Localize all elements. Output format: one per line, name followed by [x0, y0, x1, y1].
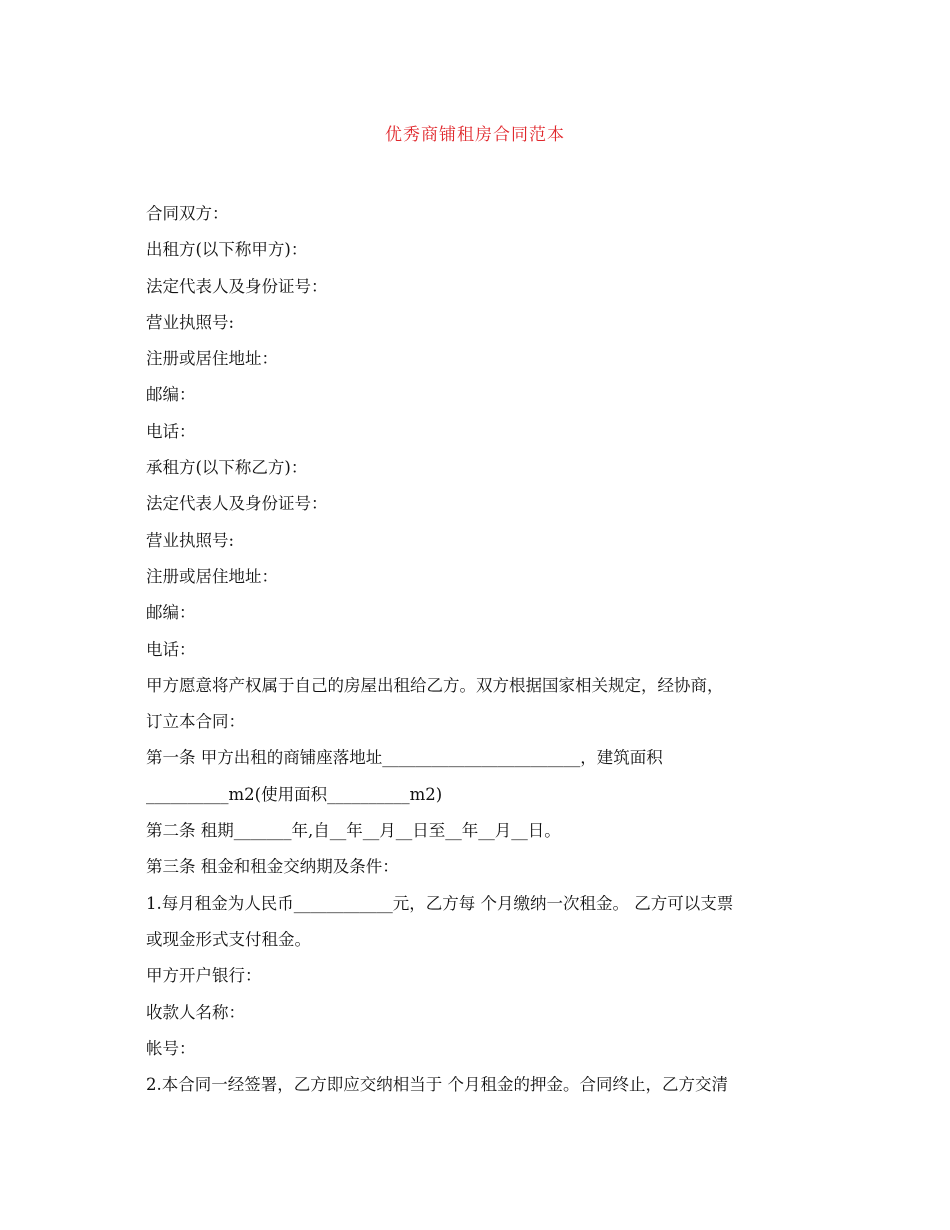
text-line: 法定代表人及身份证号：	[146, 276, 328, 296]
text-line: 订立本合同：	[146, 712, 245, 732]
text-line: 第三条 租金和租金交纳期及条件：	[146, 857, 399, 877]
text-line: 甲方愿意将产权属于自己的房屋出租给乙方。双方根据国家相关规定，经协商，	[146, 675, 724, 695]
document-title: 优秀商铺租房合同范本	[385, 125, 565, 145]
document-body	[146, 196, 816, 1103]
text-line: 注册或居住地址：	[146, 349, 278, 369]
text-line: 第一条 甲方出租的商铺座落地址________________________，建筑面积	[146, 748, 663, 768]
text-line: 合同双方：	[146, 204, 229, 223]
text-line: 营业执照号:	[146, 312, 235, 332]
text-line: __________m2(使用面积__________m2)	[146, 784, 443, 804]
text-line: 承租方(以下称乙方)：	[146, 458, 308, 478]
text-line: 或现金形式支付租金。	[146, 929, 311, 949]
text-line: 出租方(以下称甲方)：	[146, 240, 308, 260]
text-line: 电话：	[146, 421, 196, 441]
text-line: 甲方开户银行：	[146, 966, 262, 986]
text-line: 1.每月租金为人民币____________元，乙方每 个月缴纳一次租金。 乙方可以支票	[146, 893, 734, 913]
text-line: 帐号：	[146, 1038, 196, 1058]
text-line: 收款人名称：	[146, 1002, 245, 1022]
text-line: 2.本合同一经签署，乙方即应交纳相当于 个月租金的押金。合同终止，乙方交清	[146, 1075, 728, 1095]
text-line: 注册或居住地址：	[146, 566, 278, 586]
text-line: 邮编：	[146, 603, 196, 623]
text-line: 法定代表人及身份证号：	[146, 494, 328, 514]
text-line: 电话：	[146, 639, 196, 659]
text-line: 邮编：	[146, 385, 196, 405]
text-line: 营业执照号:	[146, 530, 235, 550]
text-line: 第二条 租期_______年,自__年__月__日至__年__月__日。	[146, 821, 561, 841]
